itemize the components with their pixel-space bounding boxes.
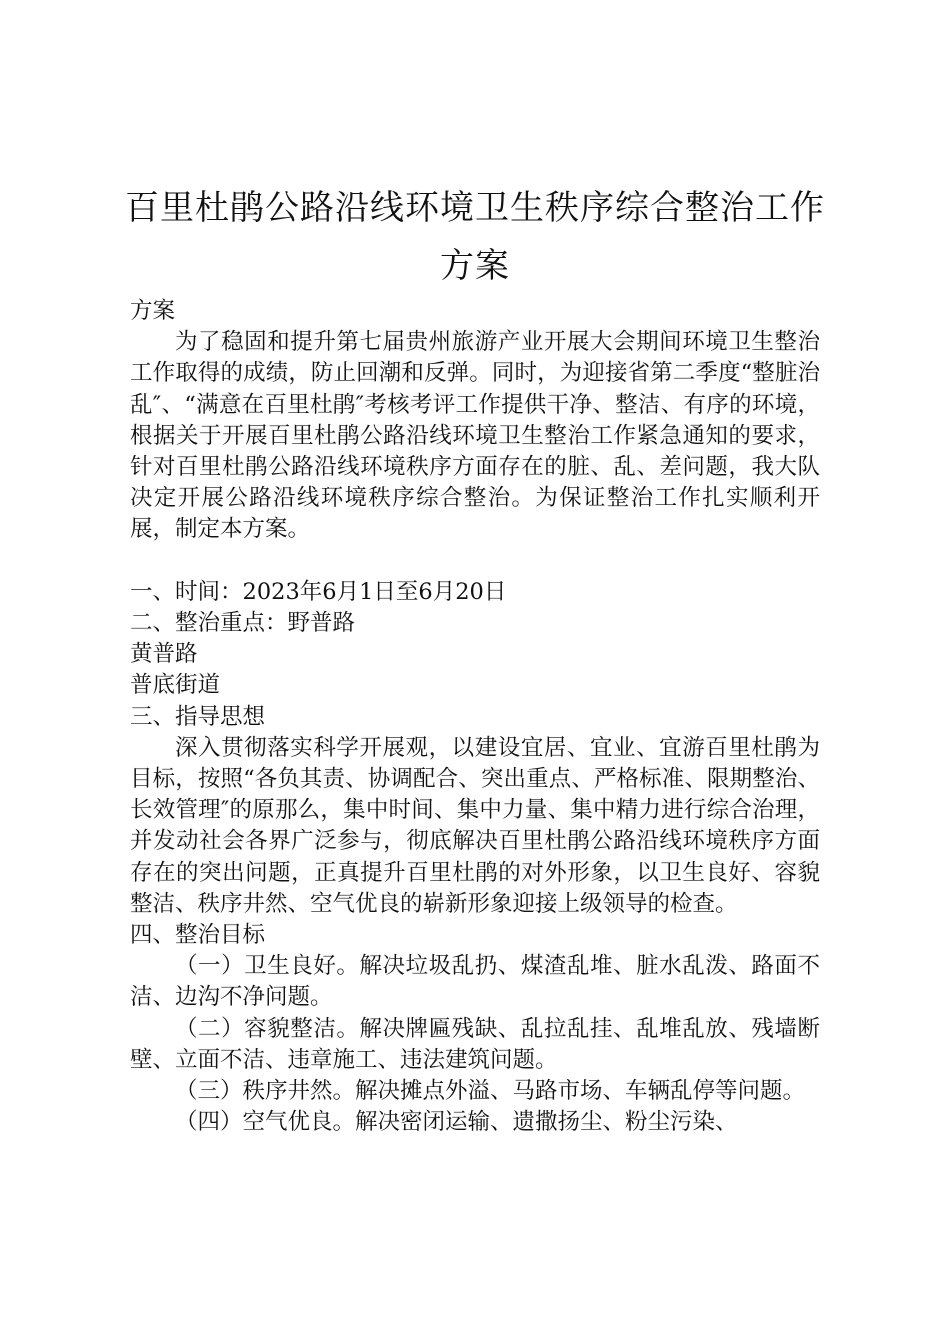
intro-paragraph: 为了稳固和提升第七届贵州旅游产业开展大会期间环境卫生整治工作取得的成绩，防止回潮和反弹。同时，为迎接省第二季度“整脏治乱″、“满意在百里杜鹃″考核考评工作提供干净、整洁、有序的环境，根据关于开展百里杜鹃公路沿线环境卫生整治工作紧急通知的要求，针对百里杜鹃公路沿线环境秩序方面存在的脏、乱、差问题，我大队决定开展公路沿线环境秩序综合整治。为保证整治工作扎实顺利开展，制定本方案。 [130, 329, 820, 543]
guideline-heading: 三、指导思想 [130, 703, 266, 730]
focus-heading: 二、整治重点：野普路 [130, 610, 356, 637]
document-title-line-1: 百里杜鹃公路沿线环境卫生秩序综合整治工作 [125, 188, 825, 228]
focus-road-pudi: 普底街道 [130, 672, 221, 699]
guideline-paragraph: 深入贯彻落实科学开展观，以建设宜居、宜业、宜游百里杜鹃为目标，按照“各负其责、协调配合、突出重点、严格标准、限期整治、长效管理″的原那么，集中时间、集中力量、集中精力进行综合治理，并发动社会各界广泛参与，彻底解决百里杜鹃公路沿线环境秩序方面存在的突出问题，正真提升百里杜鹃的对外形象，以卫生良好、容貌整洁、秩序井然、空气优良的崭新形象迎接上级领导的检查。 [130, 734, 820, 917]
paragraph-spacer [130, 546, 820, 577]
time-heading: 一、时间：2023年6月1日至6月20日 [130, 578, 507, 605]
section-label: 方案 [130, 298, 176, 324]
goal-item-2: （二）容貌整洁。解决牌匾残缺、乱拉乱挂、乱堆乱放、残墙断壁、立面不洁、违章施工、违法建筑问题。 [130, 1015, 820, 1073]
goal-item-3: （三）秩序井然。解决摊点外溢、马路市场、车辆乱停等问题。 [175, 1078, 806, 1105]
goal-item-1: （一）卫生良好。解决垃圾乱扔、煤渣乱堆、脏水乱泼、路面不洁、边沟不净问题。 [130, 953, 820, 1011]
document-body [130, 296, 820, 1138]
goal-item-4: （四）空气优良。解决密闭运输、遗撒扬尘、粉尘污染、 [175, 1109, 738, 1136]
goals-heading: 四、整治目标 [130, 922, 266, 949]
focus-road-huangpu: 黄普路 [130, 641, 198, 668]
document-title-line-2: 方案 [440, 246, 510, 286]
